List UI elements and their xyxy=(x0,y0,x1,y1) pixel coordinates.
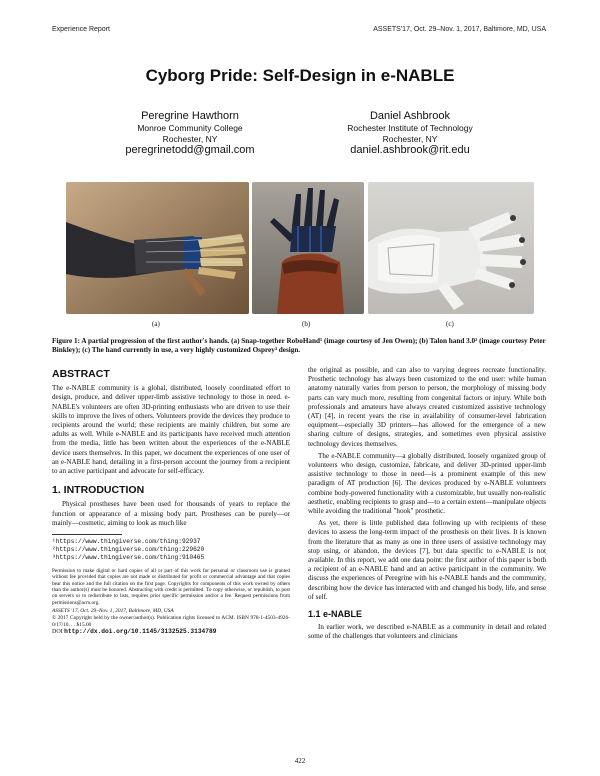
intro-text: Physical prostheses have been used for thousands of years to replace the function or appearance of a missing body part. Prostheses can be purely—or mainly—cosmetic, aiming to look as much like xyxy=(52,500,290,527)
author-location: Rochester, NY xyxy=(382,133,438,144)
author-affiliation: Monroe Community College xyxy=(137,123,243,133)
body-paragraph: In earlier work, we described e-NABLE as a community in detail and related some of the challenges that volunteers and clinicians xyxy=(308,623,546,641)
author-block-1 xyxy=(80,110,300,157)
running-header-left: Experience Report xyxy=(52,26,110,33)
author-name: Peregrine Hawthorn xyxy=(141,110,239,122)
figure-caption: Figure 1: A partial progression of the first author's hands. (a) Snap-together RoboHand¹ (image courtesy of Jen Owen); (b) Talon hand 3.0² (image courtesy Peter Binkley); (c) The hand currently in use, a very highly customized Osprey³ design. xyxy=(52,337,546,354)
figure-label-a: (a) xyxy=(152,320,160,328)
doi-line xyxy=(52,628,290,636)
photo-osprey-hand xyxy=(368,182,534,314)
author-affiliation: Rochester Institute of Technology xyxy=(347,123,473,133)
footnote-3[interactable]: ³https://www.thingiverse.com/thing:910465 xyxy=(52,554,205,562)
author-block-2 xyxy=(300,110,520,157)
right-column xyxy=(308,366,546,645)
body-paragraph: the original as possible, and can also to varying degrees recreate functionality. Prosthetic technology has always been customized to the end user: while human anatomy naturally varies from person to person, the morphology of missing body parts can vary much more, resulting from congenital factors or injury. While both professionals and amateurs have always created customized assistive technology (AT) [4], in recent years the rise in availability of consumer-level fabrication equipment—especially 3D printers—has allowed for the emergence of a new sharing culture of designs, strategies, and sometimes even physical assistive technology devices themselves. xyxy=(308,366,546,448)
footnote-rule xyxy=(52,534,122,535)
permission-notice: Permission to make digital or hard copies of all or part of this work for personal or classroom use is granted without fee provided that copies are not made or distributed for profit or commercial advantage and that copies bear this notice and the full citation on the first page. Copyrights for components of this work owned by others than the author(s) must be honored. Abstracting with credit is permitted. To copy otherwise, or republish, to post on servers or to redistribute to lists, requires prior specific permission and/or a fee. Request permissions from permissions@acm.org. xyxy=(52,568,290,606)
footnote-2[interactable]: ²https://www.thingiverse.com/thing:229620 xyxy=(52,546,205,554)
figure-label-b: (b) xyxy=(302,320,311,328)
body-paragraph: As yet, there is little published data following up with recipients of these devices to assess the long-term impact of the prosthesis on their lives. It is known from the literature that as many as one in three users of assistive technology may stop using, or abandon, the devices [7], but data specific to e-NABLE is not available. In this report, we add one data point: the first author of this paper is both a recipient of an e-NABLE hand and an active participant in the community. We discuss the experiences of Peregrine with his e-NABLE hands and the community, describing how the device has interacted with and changed his body, life, and sense of self. xyxy=(308,519,546,601)
author-email: daniel.ashbrook@rit.edu xyxy=(350,144,470,156)
abstract-text: The e-NABLE community is a global, distributed, loosely coordinated effort to design, produce, and deliver upper-limb assistive technology to those in need. e-NABLE's volunteers are often 3D-printing enthusiasts who are driven to use their skills to improve the lives of others. Volunteers provide the devices they produce to recipients around the world; these recipients are mainly children, but some are adults as well. While e-NABLE and its participants have received much attention from the media, little has been written about the experiences of the e-NABLE device users themselves. In this paper, we document the experiences of one user of an e-NABLE hand, detailing in a first-person account the journey from a recipient to an active participant and advocate for self-efficacy. xyxy=(52,384,290,476)
doi-link[interactable]: http://dx.doi.org/10.1145/3132525.3134789 xyxy=(64,628,217,636)
running-header-right: ASSETS'17, Oct. 29–Nov. 1, 2017, Baltimore, MD, USA xyxy=(373,26,546,33)
venue-line: ASSETS '17, Oct. 29–Nov. 1, 2017, Baltimore, MD, USA xyxy=(52,607,174,614)
author-location: Rochester, NY xyxy=(162,133,218,144)
figure-label-c: (c) xyxy=(446,320,454,328)
subsection-heading: 1.1 e-NABLE xyxy=(308,609,363,620)
intro-heading: 1. INTRODUCTION xyxy=(52,484,145,497)
footnote-1[interactable]: ¹https://www.thingiverse.com/thing:92937 xyxy=(52,538,201,546)
author-name: Daniel Ashbrook xyxy=(369,110,451,122)
doi-prefix: DOI xyxy=(52,629,65,636)
copyright-line: © 2017 Copyright held by the owner/author(s). Publication rights licensed to ACM. ISBN 978-1-4503-4926-0/17/10. . . $15.00 xyxy=(52,614,290,628)
photo-talon-hand xyxy=(252,182,364,314)
body-paragraph: The e-NABLE community—a globally distributed, loosely organized group of volunteers who design, customize, fabricate, and deliver 3D-printed upper-limb assistive technology to those in need—is a prominent example of this new paradigm of AT production [6]. The devices produced by e-NABLE volunteers combine body-powered functionality with a customizable, but usually non-realistic aesthetic, enabling recipients to grasp and—to a certain extent—manipulate objects while avoiding the traditional "hook" prosthetic. xyxy=(308,451,546,516)
author-email: peregrinetodd@gmail.com xyxy=(125,144,255,156)
abstract-heading: ABSTRACT xyxy=(52,368,110,380)
paper-title: Cyborg Pride: Self-Design in e-NABLE xyxy=(145,66,455,85)
photo-robohand xyxy=(66,182,249,314)
left-column xyxy=(52,370,290,636)
page-number: 422 xyxy=(294,757,306,765)
